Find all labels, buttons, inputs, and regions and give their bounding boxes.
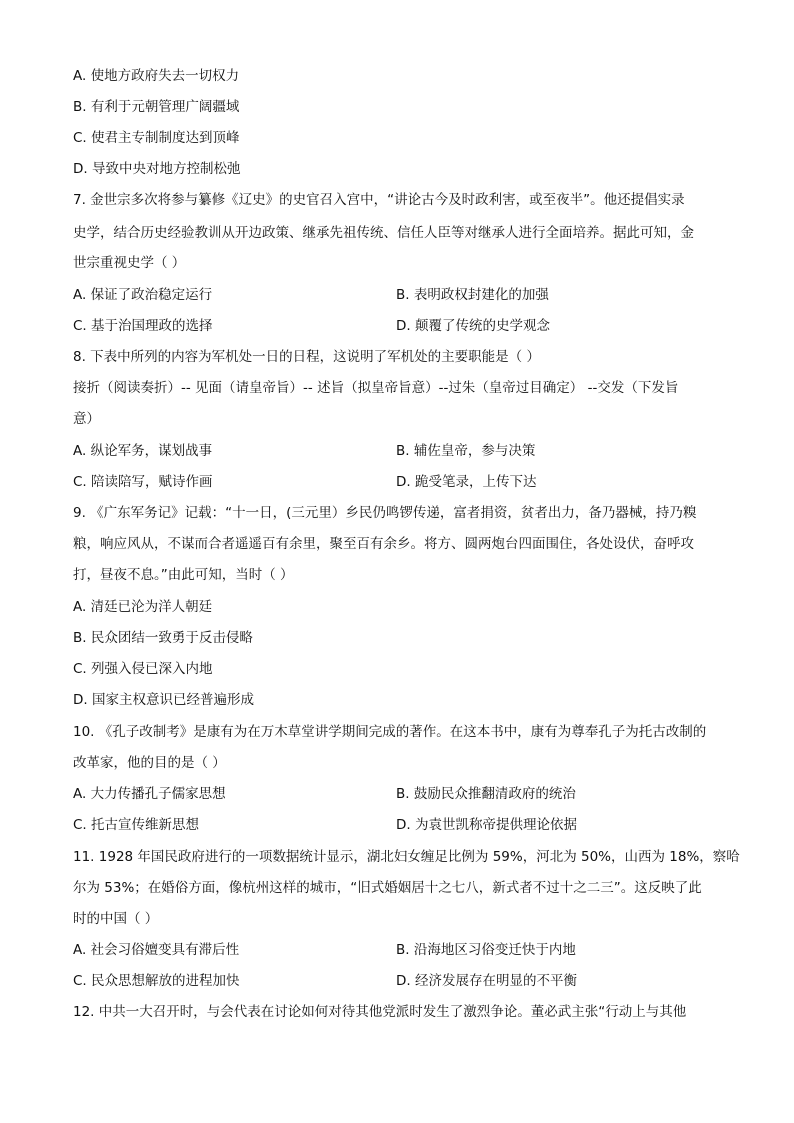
q11-option-d[interactable]: D. 经济发展存在明显的不平衡 xyxy=(396,973,577,989)
q9-option-d[interactable]: D. 国家主权意识已经普遍形成 xyxy=(73,692,254,708)
q9-stem-line-1: 9. 《广东军务记》记载：“十一日，(三元里）乡民仍鸣锣传递，富者捐资，贫者出力，备乃器械，持乃糗 xyxy=(73,505,697,521)
q11-stem-line-3: 时的中国（ ） xyxy=(73,911,159,927)
q10-option-b[interactable]: B. 鼓励民众推翻清政府的统治 xyxy=(396,786,576,802)
q9-stem-line-3: 打，昼夜不息。”由此可知，当时（ ） xyxy=(73,567,294,583)
q8-stem-line-1: 8. 下表中所列的内容为军机处一日的日程，这说明了军机处的主要职能是（ ） xyxy=(73,349,540,365)
q11-stem-line-2: 尔为 53%；在婚俗方面，像杭州这样的城市，“旧式婚姻居十之七八，新式者不过十之二三”。这反映了此 xyxy=(73,880,702,896)
q7-stem-line-2: 史学，结合历史经验教训从开边政策、继承先祖传统、信任人臣等对继承人进行全面培养。据此可知，金 xyxy=(73,225,694,241)
q6-option-a[interactable]: A. 使地方政府失去一切权力 xyxy=(73,68,240,84)
q8-option-d[interactable]: D. 跪受笔录，上传下达 xyxy=(396,474,537,490)
q7-stem-line-3: 世宗重视史学（ ） xyxy=(73,255,186,271)
q6-option-b[interactable]: B. 有利于元朝管理广阔疆域 xyxy=(73,99,240,115)
q7-stem-line-1: 7. 金世宗多次将参与纂修《辽史》的史官召入宫中，“讲论古今及时政利害，或至夜半”。他还提倡实录 xyxy=(73,192,685,208)
q7-option-b[interactable]: B. 表明政权封建化的加强 xyxy=(396,287,549,303)
q7-option-c[interactable]: C. 基于治国理政的选择 xyxy=(73,318,213,334)
q8-option-a[interactable]: A. 纵论军务，谋划战事 xyxy=(73,443,213,459)
q9-option-c[interactable]: C. 列强入侵已深入内地 xyxy=(73,661,213,677)
q11-option-a[interactable]: A. 社会习俗嬗变具有滞后性 xyxy=(73,942,240,958)
q10-option-d[interactable]: D. 为袁世凯称帝提供理论依据 xyxy=(396,817,577,833)
q12-stem-line-1: 12. 中共一大召开时，与会代表在讨论如何对待其他党派时发生了激烈争论。董必武主张“行动上与其他 xyxy=(73,1004,687,1020)
q10-stem-line-1: 10. 《孔子改制考》是康有为在万木草堂讲学期间完成的著作。在这本书中，康有为尊奉孔子为托古改制的 xyxy=(73,724,707,740)
q6-option-d[interactable]: D. 导致中央对地方控制松弛 xyxy=(73,161,241,177)
q10-stem-line-2: 改革家，他的目的是（ ） xyxy=(73,755,226,771)
q8-option-b[interactable]: B. 辅佐皇帝，参与决策 xyxy=(396,443,536,459)
q7-option-a[interactable]: A. 保证了政治稳定运行 xyxy=(73,287,213,303)
q11-option-c[interactable]: C. 民众思想解放的进程加快 xyxy=(73,973,240,989)
q6-option-c[interactable]: C. 使君主专制制度达到顶峰 xyxy=(73,130,240,146)
q11-stem-line-1: 11. 1928 年国民政府进行的一项数据统计显示，湖北妇女缠足比例为 59%，河北为 50%，山西为 18%，察哈 xyxy=(73,849,740,865)
q7-option-d[interactable]: D. 颠覆了传统的史学观念 xyxy=(396,318,550,334)
q8-option-c[interactable]: C. 陪读陪写，赋诗作画 xyxy=(73,474,213,490)
q11-option-b[interactable]: B. 沿海地区习俗变迁快于内地 xyxy=(396,942,576,958)
q10-option-a[interactable]: A. 大力传播孔子儒家思想 xyxy=(73,786,226,802)
q9-stem-line-2: 粮，响应风从，不谋而合者遥遥百有余里，聚至百有余乡。将方、圆两炮台四面围住，各处设伏，奋呼攻 xyxy=(73,536,694,552)
q8-stem-line-2: 接折（阅读奏折）-- 见面（请皇帝旨）-- 述旨（拟皇帝旨意）--过朱（皇帝过目确定） --交发（下发旨 xyxy=(73,380,679,396)
q10-option-c[interactable]: C. 托古宣传维新思想 xyxy=(73,817,200,833)
q9-option-b[interactable]: B. 民众团结一致勇于反击侵略 xyxy=(73,630,253,646)
q9-option-a[interactable]: A. 清廷已沦为洋人朝廷 xyxy=(73,599,213,615)
q8-stem-line-3: 意） xyxy=(73,411,100,427)
